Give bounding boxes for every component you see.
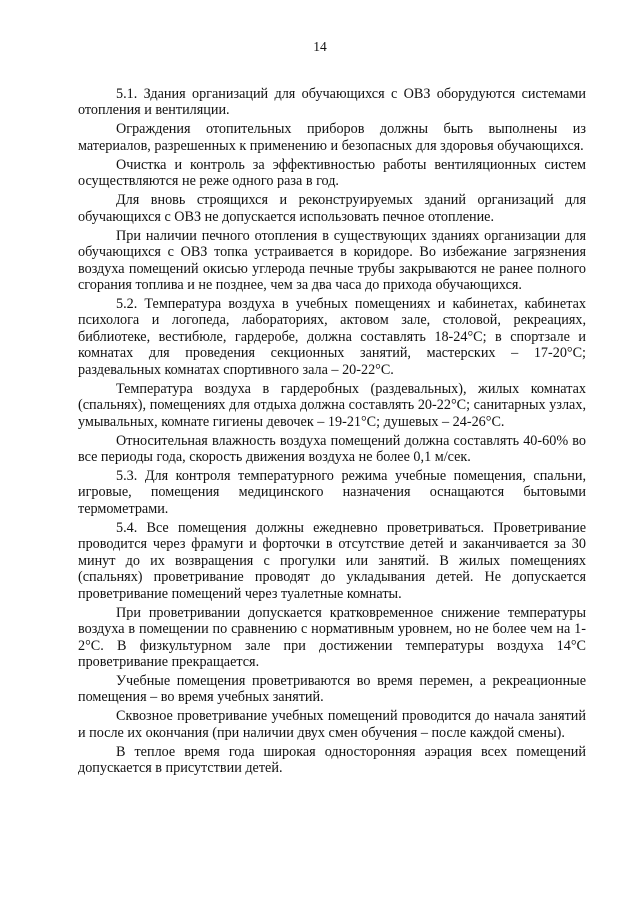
paragraph-warm-season-aeration: В теплое время года широкая односторонняя аэрация всех помещений допускается в присутствии детей. [78, 743, 586, 777]
paragraph-cross-ventilation: Сквозное проветривание учебных помещений проводится до начала занятий и после их окончания (при наличии двух смен обучения – после каждой смены). [78, 708, 586, 741]
paragraph-5-3-thermometers: 5.3. Для контроля температурного режима учебные помещения, спальни, игровые, помещения медицинского назначения оснащаются бытовыми термометрами. [78, 467, 586, 517]
paragraph-temperature-drop: При проветривании допускается кратковременное снижение температуры воздуха в помещении по сравнению с нормативным уровнем, но не более чем на 1-2°С. В физкультурном зале при достижении температуры воздуха 14°С проветривание прекращается. [78, 604, 586, 670]
paragraph-existing-stove-heating: При наличии печного отопления в существующих зданиях организации для обучающихся с ОВЗ топка устраивается в коридоре. Во избежание загрязнения воздуха помещений окисью углерода печные трубы закрываются не ранее полного сгорания топлива и не позднее, чем за два часа до прихода обучающихся. [78, 227, 586, 293]
paragraph-5-2-air-temperature: 5.2. Температура воздуха в учебных помещениях и кабинетах, кабинетах психолога и логопеда, лабораториях, актовом зале, столовой, рекреациях, библиотеке, вестибюле, гардеробе, должна составлять 18-24°С; в спортзале и комнатах для проведения секционных занятий, мастерских – 17-20°С; раздевальных комнатах спортивного зала – 20-22°С. [78, 295, 586, 378]
paragraph-heater-enclosures: Ограждения отопительных приборов должны быть выполнены из материалов, разрешенных к применению и безопасных для здоровья обучающихся. [78, 121, 586, 154]
paragraph-relative-humidity: Относительная влажность воздуха помещений должна составлять 40-60% во все периоды года, скорость движения воздуха не более 0,1 м/сек. [78, 432, 586, 466]
paragraph-ventilation-cleaning: Очистка и контроль за эффективностью работы вентиляционных систем осуществляются не реже одного раза в год. [78, 156, 586, 190]
paragraph-airing-schedule: Учебные помещения проветриваются во время перемен, а рекреационные помещения – во время учебных занятий. [78, 672, 586, 706]
document-body [78, 86, 586, 777]
paragraph-dormitory-temperature: Температура воздуха в гардеробных (раздевальных), жилых комнатах (спальнях), помещениях для отдыха должна составлять 20-22°С; санитарных узлах, умывальных, комнате гигиены девочек – 19-21°С; душевых – 24-26°С. [78, 380, 586, 430]
page-number: 14 [313, 39, 327, 54]
paragraph-5-1-heating-ventilation: 5.1. Здания организаций для обучающихся с ОВЗ оборудуются системами отопления и вентиляции. [78, 86, 586, 119]
paragraph-stove-heating-prohibited: Для вновь строящихся и реконструируемых зданий организаций для обучающихся с ОВЗ не допускается использовать печное отопление. [78, 192, 586, 225]
paragraph-5-4-airing: 5.4. Все помещения должны ежедневно проветриваться. Проветривание проводится через фрамуги и форточки в отсутствие детей и заканчивается за 30 минут до их возвращения с прогулки или занятий. В жилых помещениях (спальнях) проветривание проводят до укладывания детей. Не допускается проветривание помещений через туалетные комнаты. [78, 519, 586, 602]
